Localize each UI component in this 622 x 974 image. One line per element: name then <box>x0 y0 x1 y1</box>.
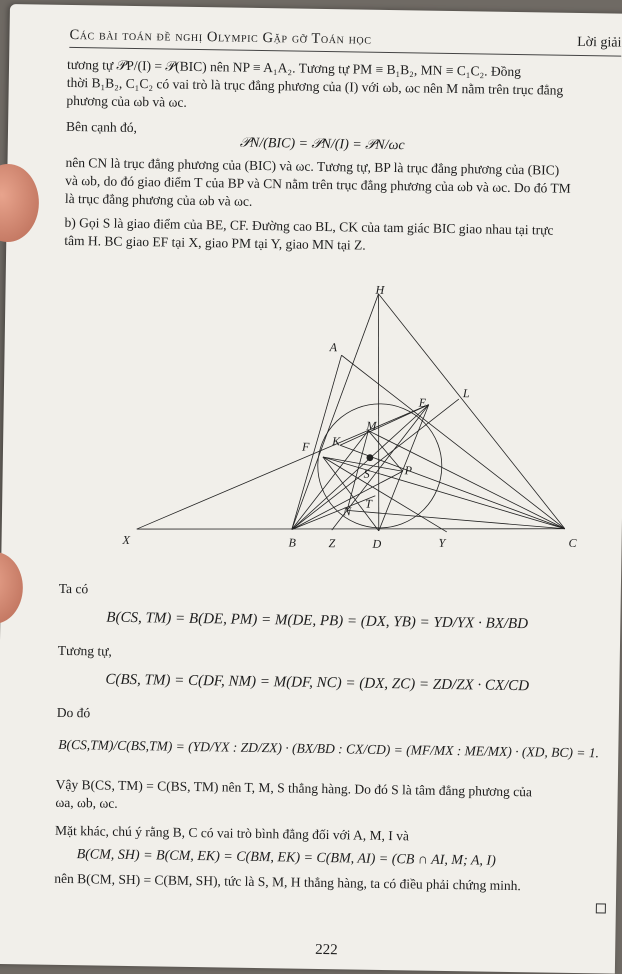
text-do-do: Do đó <box>56 704 91 721</box>
text-line-2: thời B₁B₂, C₁C₂ có vai trò là trục đẳng phương của (I) với ωb, ωc nên M nằm trên trục đẳng <box>66 74 564 98</box>
label-T: T <box>365 496 372 511</box>
line-MP <box>368 431 404 472</box>
text-line-8: b) Gọi S là giao điểm của BE, CF. Đường cao BL, CK của tam giác BIC giao nhau tại trực <box>64 214 554 238</box>
line-BL <box>292 397 459 533</box>
equation-4: B(CS,TM)/C(BS,TM) = (YD/YX : ZD/ZX) · (BX/BD : CX/CD) = (MF/MX : ME/MX) · (XD, BC) = 1. <box>58 736 600 761</box>
line-XC <box>137 522 565 536</box>
label-K: K <box>332 434 341 449</box>
text-ta-co: Ta có <box>58 580 89 597</box>
label-P: P <box>404 463 413 478</box>
text-line-11: ωa, ωb, ωc. <box>55 794 118 811</box>
section-title: Lời giải <box>577 34 622 51</box>
equation-5: B(CM, SH) = B(CM, EK) = C(BM, EK) = C(BM, AI) = (CB ∩ AI, M; A, I) <box>76 847 496 869</box>
label-L: L <box>462 386 470 401</box>
thumb-lower <box>0 551 23 624</box>
line-HB <box>292 293 379 531</box>
point-I <box>367 455 373 461</box>
text-line-9: tâm H. BC giao EF tại X, giao PM tại Y, giao MN tại Z. <box>64 232 366 253</box>
incircle <box>317 403 443 529</box>
book-page <box>0 4 622 974</box>
label-F: F <box>301 439 310 454</box>
label-C: C <box>568 535 577 550</box>
page-header <box>69 23 621 57</box>
text-line-12: Mặt khác, chú ý rằng B, C có vai trò bình đẳng đối với A, M, I và <box>54 822 410 844</box>
text-line-10: Vậy B(CS, TM) = C(BS, TM) nên T, M, S thẳng hàng. Do đó S là tâm đẳng phương của <box>55 776 533 800</box>
label-D: D <box>372 536 382 551</box>
line-HC <box>375 294 569 529</box>
label-B: B <box>288 535 297 550</box>
equation-1: 𝒫N/(BIC) = 𝒫N/(I) = 𝒫N/ωc <box>239 135 405 154</box>
geometry-figure <box>116 282 580 559</box>
label-S: S <box>363 466 370 481</box>
book-title: Các bài toán đề nghị Olympic Gặp gỡ Toán học <box>69 26 372 48</box>
text-line-6: và ωb, do đó giao điểm T của BP và CN nằm trên trục đẳng phương của ωb và ωc. Do đó TM <box>65 172 571 196</box>
label-Z: Z <box>328 536 336 551</box>
label-A: A <box>329 340 338 355</box>
text-line-1: tương tự 𝒫P/(I) = 𝒫(BIC) nên NP ≡ A₁A₂. Tương tự PM ≡ B₁B₂, MN ≡ C₁C₂. Đồng <box>66 56 522 80</box>
equation-3: C(BS, TM) = C(DF, NM) = M(DF, NC) = (DX, ZC) = ZD/ZX · CX/CD <box>105 671 530 695</box>
line-HD <box>375 294 383 531</box>
label-H: H <box>375 282 385 297</box>
label-Y: Y <box>438 535 446 550</box>
page-number: 222 <box>315 941 338 959</box>
label-E: E <box>418 395 427 410</box>
label-M: M <box>366 418 377 433</box>
line-NC <box>347 510 565 528</box>
equation-2: B(CS, TM) = B(DE, PM) = M(DE, PB) = (DX, YB) = YD/YX · BX/BD <box>106 609 529 633</box>
label-X: X <box>122 532 131 547</box>
text-line-3: phương của ωb và ωc. <box>66 92 187 110</box>
text-line-5: nên CN là trục đẳng phương của (BIC) và ωc. Tương tự, BP là trục đẳng phương của (BIC) <box>65 154 560 178</box>
text-line-13: nên B(CM, SH) = C(BM, SH), tức là S, M, H thẳng hàng, ta có điều phải chứng minh. <box>54 870 521 894</box>
label-N: N <box>342 504 352 519</box>
text-tuong-tu: Tương tự, <box>57 642 112 659</box>
line-AC <box>339 355 568 529</box>
qed-symbol <box>596 903 606 913</box>
thumb-upper <box>0 164 39 243</box>
text-line-4: Bên cạnh đó, <box>65 118 138 136</box>
text-line-7: là trục đẳng phương của ωb và ωc. <box>64 190 253 209</box>
